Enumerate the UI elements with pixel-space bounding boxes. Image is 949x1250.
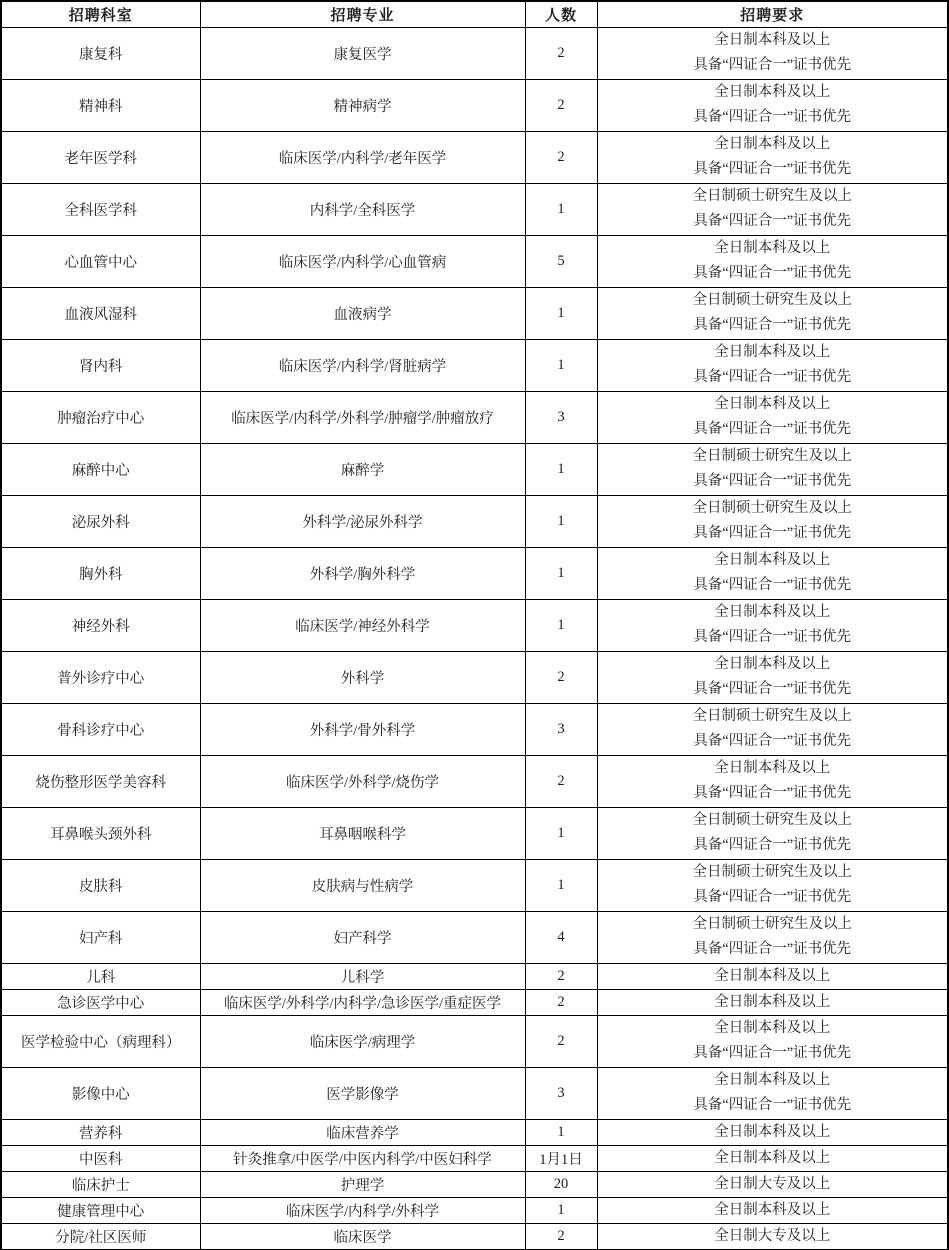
table-row (1, 599, 948, 651)
table-row (1, 1223, 948, 1250)
cell-req (597, 599, 948, 651)
cell-major: 康复医学 (200, 27, 525, 79)
cell-req (597, 963, 948, 989)
cell-dept: 精神科 (1, 79, 200, 131)
requirement-line: 全日制硕士研究生及以上 (692, 864, 852, 880)
cell-dept: 胸外科 (1, 547, 200, 599)
cell-req (597, 859, 948, 911)
header-dept: 招聘科室 (1, 1, 200, 27)
table-row (1, 495, 948, 547)
cell-req (597, 235, 948, 287)
requirement-line: 全日制本科及以上 (714, 240, 831, 256)
cell-req (597, 1197, 948, 1223)
table-row (1, 287, 948, 339)
requirement-line: 全日制硕士研究生及以上 (692, 708, 852, 724)
cell-major: 临床医学/内科学/外科学/肿瘤学/肿瘤放疗 (200, 391, 525, 443)
cell-major: 临床医学/病理学 (200, 1015, 525, 1067)
requirement-line: 具备“四证合一”证书优先 (693, 941, 852, 957)
requirement-line: 具备“四证合一”证书优先 (693, 317, 852, 333)
header-count: 人数 (525, 1, 597, 27)
cell-dept: 妇产科 (1, 911, 200, 963)
cell-count: 1 (525, 443, 597, 495)
table-row (1, 1171, 948, 1197)
cell-count: 1 (525, 183, 597, 235)
table-row (1, 27, 948, 79)
requirement-line: 具备“四证合一”证书优先 (693, 1045, 852, 1061)
cell-dept: 临床护士 (1, 1171, 200, 1197)
cell-req (597, 391, 948, 443)
cell-count: 2 (525, 755, 597, 807)
requirement-line: 全日制本科及以上 (714, 1072, 831, 1088)
requirement-line: 全日制本科及以上 (714, 136, 831, 152)
cell-dept: 急诊医学中心 (1, 989, 200, 1015)
cell-req (597, 79, 948, 131)
cell-dept: 泌尿外科 (1, 495, 200, 547)
requirement-line: 具备“四证合一”证书优先 (693, 525, 852, 541)
requirement-line: 具备“四证合一”证书优先 (693, 889, 852, 905)
cell-count: 2 (525, 27, 597, 79)
table-row (1, 547, 948, 599)
cell-major: 临床医学/外科学/内科学/急诊医学/重症医学 (200, 989, 525, 1015)
requirement-line: 全日制本科及以上 (714, 84, 831, 100)
cell-count: 5 (525, 235, 597, 287)
requirement-line: 具备“四证合一”证书优先 (693, 577, 852, 593)
cell-major: 临床医学/内科学/外科学 (200, 1197, 525, 1223)
cell-dept: 营养科 (1, 1119, 200, 1145)
requirement-line: 全日制大专及以上 (714, 1227, 831, 1244)
cell-req (597, 1119, 948, 1145)
table-row (1, 183, 948, 235)
table-row (1, 989, 948, 1015)
table-row (1, 755, 948, 807)
cell-count: 2 (525, 989, 597, 1015)
cell-req (597, 495, 948, 547)
cell-major: 精神病学 (200, 79, 525, 131)
table-header (1, 1, 948, 27)
cell-major: 外科学/胸外科学 (200, 547, 525, 599)
cell-req (597, 1171, 948, 1197)
cell-req (597, 1223, 948, 1250)
requirement-line: 具备“四证合一”证书优先 (693, 629, 852, 645)
requirement-line: 具备“四证合一”证书优先 (693, 213, 852, 229)
cell-req (597, 1145, 948, 1171)
cell-dept: 全科医学科 (1, 183, 200, 235)
cell-req (597, 1067, 948, 1119)
requirement-line: 全日制硕士研究生及以上 (692, 812, 852, 828)
cell-dept: 普外诊疗中心 (1, 651, 200, 703)
cell-dept: 肾内科 (1, 339, 200, 391)
cell-req (597, 703, 948, 755)
table-row (1, 1067, 948, 1119)
cell-count: 1 (525, 547, 597, 599)
requirement-line: 具备“四证合一”证书优先 (693, 785, 852, 801)
requirement-line: 具备“四证合一”证书优先 (693, 681, 852, 697)
cell-count: 3 (525, 703, 597, 755)
cell-major: 临床医学/内科学/老年医学 (200, 131, 525, 183)
cell-req (597, 183, 948, 235)
cell-count: 20 (525, 1171, 597, 1197)
cell-req (597, 755, 948, 807)
cell-req (597, 989, 948, 1015)
requirement-line: 全日制硕士研究生及以上 (692, 448, 852, 464)
cell-req (597, 339, 948, 391)
cell-req (597, 911, 948, 963)
table-row (1, 339, 948, 391)
cell-dept: 儿科 (1, 963, 200, 989)
cell-req (597, 807, 948, 859)
table-body (1, 27, 948, 1250)
cell-count: 1月1日 (525, 1145, 597, 1171)
cell-count: 1 (525, 599, 597, 651)
requirement-line: 全日制硕士研究生及以上 (692, 188, 852, 204)
header-row (1, 1, 948, 27)
cell-major: 临床医学/内科学/肾脏病学 (200, 339, 525, 391)
cell-count: 1 (525, 1119, 597, 1145)
cell-dept: 健康管理中心 (1, 1197, 200, 1223)
cell-count: 3 (525, 1067, 597, 1119)
requirement-line: 全日制本科及以上 (714, 656, 831, 672)
cell-count: 2 (525, 1223, 597, 1250)
cell-count: 1 (525, 859, 597, 911)
cell-req (597, 547, 948, 599)
requirement-line: 全日制本科及以上 (714, 760, 831, 776)
cell-req (597, 27, 948, 79)
table-row (1, 391, 948, 443)
cell-dept: 麻醉中心 (1, 443, 200, 495)
cell-dept: 心血管中心 (1, 235, 200, 287)
cell-major: 耳鼻咽喉科学 (200, 807, 525, 859)
cell-count: 1 (525, 495, 597, 547)
table-row (1, 131, 948, 183)
requirement-line: 具备“四证合一”证书优先 (693, 265, 852, 281)
table-row (1, 1145, 948, 1171)
cell-req (597, 287, 948, 339)
cell-req (597, 443, 948, 495)
cell-major: 内科学/全科医学 (200, 183, 525, 235)
table-row (1, 79, 948, 131)
requirement-line: 全日制本科及以上 (714, 32, 831, 48)
table-row (1, 1197, 948, 1223)
requirement-line: 具备“四证合一”证书优先 (693, 421, 852, 437)
cell-count: 2 (525, 963, 597, 989)
cell-dept: 影像中心 (1, 1067, 200, 1119)
cell-major: 临床医学/神经外科学 (200, 599, 525, 651)
cell-count: 1 (525, 287, 597, 339)
cell-count: 2 (525, 79, 597, 131)
table-row (1, 963, 948, 989)
cell-req (597, 651, 948, 703)
cell-major: 外科学 (200, 651, 525, 703)
requirement-line: 具备“四证合一”证书优先 (693, 473, 852, 489)
requirement-line: 全日制本科及以上 (714, 967, 831, 984)
requirement-line: 全日制本科及以上 (714, 396, 831, 412)
requirement-line: 全日制本科及以上 (714, 1020, 831, 1036)
requirement-line: 具备“四证合一”证书优先 (693, 837, 852, 853)
table-row (1, 1015, 948, 1067)
cell-major: 麻醉学 (200, 443, 525, 495)
cell-count: 3 (525, 391, 597, 443)
header-req: 招聘要求 (597, 1, 948, 27)
cell-major: 儿科学 (200, 963, 525, 989)
requirement-line: 全日制硕士研究生及以上 (692, 292, 852, 308)
cell-major: 医学影像学 (200, 1067, 525, 1119)
requirement-line: 具备“四证合一”证书优先 (693, 161, 852, 177)
requirement-line: 全日制本科及以上 (714, 1149, 831, 1166)
table-row (1, 235, 948, 287)
cell-dept: 分院/社区医师 (1, 1223, 200, 1250)
cell-major: 护理学 (200, 1171, 525, 1197)
requirement-line: 全日制本科及以上 (714, 552, 831, 568)
cell-dept: 血液风湿科 (1, 287, 200, 339)
cell-count: 2 (525, 131, 597, 183)
cell-dept: 神经外科 (1, 599, 200, 651)
cell-major: 妇产科学 (200, 911, 525, 963)
cell-count: 1 (525, 1197, 597, 1223)
requirement-line: 全日制本科及以上 (714, 1201, 831, 1218)
requirement-line: 全日制本科及以上 (714, 604, 831, 620)
requirement-line: 全日制本科及以上 (714, 993, 831, 1010)
cell-major: 临床营养学 (200, 1119, 525, 1145)
table-row (1, 703, 948, 755)
cell-major: 皮肤病与性病学 (200, 859, 525, 911)
cell-req (597, 1015, 948, 1067)
cell-req (597, 131, 948, 183)
cell-dept: 骨科诊疗中心 (1, 703, 200, 755)
cell-dept: 耳鼻喉头颈外科 (1, 807, 200, 859)
cell-major: 血液病学 (200, 287, 525, 339)
table-row (1, 1119, 948, 1145)
cell-major: 临床医学/内科学/心血管病 (200, 235, 525, 287)
table-row (1, 911, 948, 963)
cell-dept: 康复科 (1, 27, 200, 79)
table-row (1, 651, 948, 703)
table-row (1, 859, 948, 911)
requirement-line: 具备“四证合一”证书优先 (693, 733, 852, 749)
cell-count: 1 (525, 339, 597, 391)
cell-dept: 肿瘤治疗中心 (1, 391, 200, 443)
cell-major: 临床医学 (200, 1223, 525, 1250)
requirement-line: 全日制大专及以上 (714, 1175, 831, 1192)
table-row (1, 807, 948, 859)
requirement-line: 全日制硕士研究生及以上 (692, 500, 852, 516)
cell-count: 2 (525, 1015, 597, 1067)
cell-dept: 中医科 (1, 1145, 200, 1171)
cell-major: 临床医学/外科学/烧伤学 (200, 755, 525, 807)
cell-major: 外科学/泌尿外科学 (200, 495, 525, 547)
cell-major: 针灸推拿/中医学/中医内科学/中医妇科学 (200, 1145, 525, 1171)
requirement-line: 具备“四证合一”证书优先 (693, 369, 852, 385)
header-major: 招聘专业 (200, 1, 525, 27)
requirement-line: 全日制本科及以上 (714, 344, 831, 360)
cell-major: 外科学/骨外科学 (200, 703, 525, 755)
cell-dept: 医学检验中心（病理科） (1, 1015, 200, 1067)
requirement-line: 具备“四证合一”证书优先 (693, 1097, 852, 1113)
cell-dept: 老年医学科 (1, 131, 200, 183)
cell-count: 1 (525, 807, 597, 859)
requirement-line: 全日制本科及以上 (714, 1123, 831, 1140)
table-row (1, 443, 948, 495)
requirement-line: 具备“四证合一”证书优先 (693, 57, 852, 73)
cell-count: 4 (525, 911, 597, 963)
cell-count: 2 (525, 651, 597, 703)
cell-dept: 皮肤科 (1, 859, 200, 911)
requirement-line: 具备“四证合一”证书优先 (693, 109, 852, 125)
cell-dept: 烧伤整形医学美容科 (1, 755, 200, 807)
requirement-line: 全日制硕士研究生及以上 (692, 916, 852, 932)
